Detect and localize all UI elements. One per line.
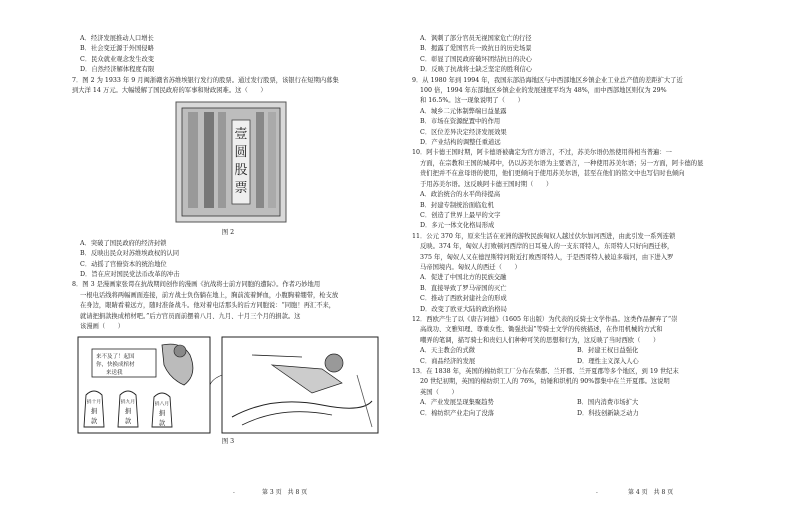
stem-line: 10．阿卡德王国时期，阿卡德语被确定为官方语言，不过，苏美尔语仍然使用得相当普遍：一 [412, 149, 672, 157]
footer-dot: · [596, 490, 598, 497]
q8-stem [72, 280, 384, 332]
stem-line: 就请把捐款换成棺材吧。”后方官员面前摆着八月、九月、十月三个月的捐款。这 [80, 312, 301, 320]
svg-text:来不及了！起国 [96, 352, 135, 360]
option: D．科技创新缺乏动力 [577, 409, 639, 417]
svg-text:捐 [91, 406, 98, 415]
option: B．市场在资源配置中的作用 [420, 118, 501, 126]
option: C．彰显了国民政府破坏团结抗日的决心 [420, 55, 532, 63]
stem-line: 100 倍，1994 年东部地区乡镇企业的发展速度平均为 48%，而中西部地区则仅为 29% [420, 87, 667, 95]
stem-line: 嘲弄的笔调，描写骑士和贵妇人们种种可笑的思想和行为，这反映了当时西欧（ ） [420, 336, 660, 344]
option: C．创造了世界上最早的文字 [420, 211, 501, 219]
option: A．天主教会的式微 [420, 347, 475, 355]
option: B．封建王权日益强化 [577, 347, 639, 355]
q12-options [412, 346, 734, 367]
option: B．封建专制统治面临危机 [420, 201, 494, 209]
stem-line: 于用苏美尔语。这反映阿卡德王国时期（ ） [420, 180, 553, 188]
q9-options [412, 107, 734, 149]
option: C．商品经济的发展 [420, 357, 476, 365]
option: C．区位差异决定经济发展效果 [420, 128, 507, 136]
stem-line: 英国（ ） [420, 388, 458, 396]
option: A．讽刺了部分官员无视国家危亡的行径 [420, 35, 532, 42]
svg-text:捐 [159, 408, 166, 417]
option: B．社会变迁源于外国侵略 [80, 45, 154, 53]
figure-2-caption: 图 2 [221, 229, 235, 237]
option-row [412, 398, 734, 408]
stem-line: 13．在 1838 年，英国的棉纺织工厂分布在柴郡、兰开郡、兰开夏郡等多个地区，到 19 世纪末 [412, 368, 679, 375]
q11-stem [412, 232, 734, 274]
option: D．改变了欧亚大陆的政治格局 [420, 305, 507, 313]
figure-3-caption: 图 3 [221, 437, 235, 445]
svg-text:款 [91, 416, 98, 425]
stem-line: 8．图 3 是漫画家张谔在抗战期间创作的漫画《抗战将士前方同胞的遭际》。作者巧妙地用 [72, 281, 321, 289]
svg-text:捐九月 [121, 398, 135, 405]
q13-options [412, 398, 734, 419]
stem-line: 375 年，匈奴人又在德涅斯特河附近打败西哥特人，于是西哥特人被迫多瑙河，由下进入罗 [420, 253, 674, 261]
bag-label: 捐十月 [86, 399, 102, 405]
stem-line: 贵们把并不在意母语的使用，他们更倾向于使用苏美尔语，甚至在他们的铭文中也写信时也倾向 [420, 170, 685, 178]
option: B．反映出民众对苏维埃政权的认同 [80, 250, 180, 258]
q7-options [72, 239, 384, 281]
option: B．揭露了爱国官兵一致抗日的历史场景 [420, 45, 532, 53]
svg-text:来送我 [106, 368, 123, 376]
option: C．动摇了官僚资本的统治地位 [80, 260, 167, 268]
option-row [412, 357, 734, 367]
option: A．促进了中国北方的民族交融 [420, 274, 507, 282]
figure-3 [72, 335, 384, 435]
option: A．突破了国民政府的经济封锁 [80, 239, 167, 247]
cartoon-image [72, 335, 384, 435]
stem-line: 7．图 2 为 1933 年 9 月闽浙赣省苏维埃银行发行的股票。通过发行股票，该银行在短期内募集 [72, 76, 339, 84]
q11-options [412, 273, 734, 315]
cartoon-speech-line: 来送我 [106, 369, 123, 376]
svg-text:款 [159, 418, 166, 427]
stem-line: 在身边，眼睛看着远方，随时准备战斗。他对着电话那头的后方同胞说：“同胞！再汇不来， [80, 302, 336, 310]
right-page [412, 34, 734, 419]
q6-options [72, 34, 384, 76]
option: B．直接导致了罗马帝国的灭亡 [420, 284, 507, 292]
svg-text:款 [125, 416, 132, 425]
bag-label: 款 [158, 418, 166, 427]
q13-stem [412, 367, 734, 398]
option: C．民众就业观念发生改变 [80, 55, 155, 63]
option: D．理性主义深入人心 [577, 357, 639, 365]
q10-options [412, 190, 734, 232]
svg-text:捐 [125, 406, 132, 415]
q12-stem [412, 315, 734, 346]
page-footer-right: 第 4 页 共 8 页 [628, 489, 674, 496]
svg-text:捐十月 [87, 398, 101, 405]
option: A．产业发展呈现集聚趋势 [420, 399, 494, 407]
option: A．经济发展推动人口增长 [80, 35, 154, 42]
svg-text:圆: 圆 [234, 145, 248, 161]
option: A．城乡二元体制弊端日益显露 [420, 107, 507, 115]
cartoon-speech-line: 来不及了！起国 [96, 353, 135, 360]
bag-label: 款 [124, 416, 132, 425]
bag-label: 捐 [124, 406, 132, 415]
q9-stem [412, 76, 734, 107]
svg-text:你，快换成棺材 [96, 360, 135, 368]
option: D．反映了抗战将士缺乏坚定的胜利信心 [420, 66, 533, 74]
stem-line: 到大洋 14 万元。大幅缓解了国民政府的军事和财政困难。这（ ） [72, 87, 267, 95]
bag-label: 捐八月 [154, 401, 170, 407]
footer-dot: · [233, 490, 235, 497]
option: A．政治统合的水平尚待提高 [420, 191, 501, 199]
stem-line: 一根电话线将两幅画面连接，前方战士负伤躺在地上，胸前流着鲜血，小腹胸着绷带，枪支放 [80, 291, 339, 299]
stem-line: 20 世纪初期，英国的棉纺织工人的 76%，纺锤和织机的 90%都集中在兰开夏郡。这说明 [420, 378, 670, 386]
stem-line: 11．公元 370 年，原来生活在亚洲的游牧民族匈奴人越过伏尔加河西进，由此引发一系列连锁 [412, 232, 676, 240]
stem-line: 反映。374 年，匈奴人打败顿河西岸的日耳曼人的一支东哥特人，东哥特人只好向西迁移， [420, 243, 674, 251]
left-page [72, 34, 384, 447]
q8-options [412, 34, 734, 76]
stem-line: 和 16.5%。这一现象说明了（ ） [420, 97, 524, 105]
option-row [412, 346, 734, 356]
stock-certificate-image [72, 98, 384, 226]
stem-line: 马帝国境内。匈奴人的西迁（ ） [420, 263, 521, 271]
q7-stem [72, 76, 384, 97]
page-footer-left: 第 3 页 共 8 页 [262, 489, 308, 496]
option: D．多元一体文化格局形成 [420, 222, 495, 230]
bag-label: 款 [90, 416, 98, 425]
option: B．国内消费市场扩大 [577, 399, 639, 407]
cartoon-speech-line: 你，快换成棺材 [96, 361, 135, 368]
stem-line: 高战功、文雅知理、尊重女性、锄强扶弱”等骑士文学的传统描述，在作用机械的方式和 [420, 326, 663, 334]
stem-line: 方面，在宗教和王国的城邦中，仍以苏美尔语为主要语言，一种使用苏美尔语；另一方面，阿卡德的显 [420, 159, 704, 167]
option: D．产业结构的调整任重道远 [420, 139, 501, 147]
svg-text:股: 股 [234, 163, 248, 179]
option: D．自然经济解体程度有限 [80, 66, 155, 74]
stem-line: 9．从 1980 年到 1994 年，我国东部沿海地区与中西部地区乡镇企业工业总产值的差距扩大了近 [412, 76, 683, 84]
svg-text:捐八月 [155, 400, 169, 407]
q10-stem [412, 148, 734, 190]
bag-label: 捐九月 [120, 399, 136, 405]
figure-2 [72, 98, 384, 226]
stem-line: 该漫画（ ） [80, 323, 125, 331]
stem-line: 12．西欧产生了以《唐吉诃德》（1605 年出版）为代表的反骑士文学作品。这类作品摒弃了“崇 [412, 315, 678, 323]
svg-text:壹: 壹 [234, 127, 248, 143]
bag-label: 捐 [158, 408, 166, 417]
bag-label: 捐 [90, 406, 98, 415]
option: C．推动了西欧封建社会的形成 [420, 295, 507, 303]
option: C．棉纺织产业走向了没落 [420, 409, 495, 417]
option-row [412, 409, 734, 419]
option: D．旨在应对国民党法币改革的冲击 [80, 271, 180, 279]
svg-text:票: 票 [234, 181, 248, 197]
